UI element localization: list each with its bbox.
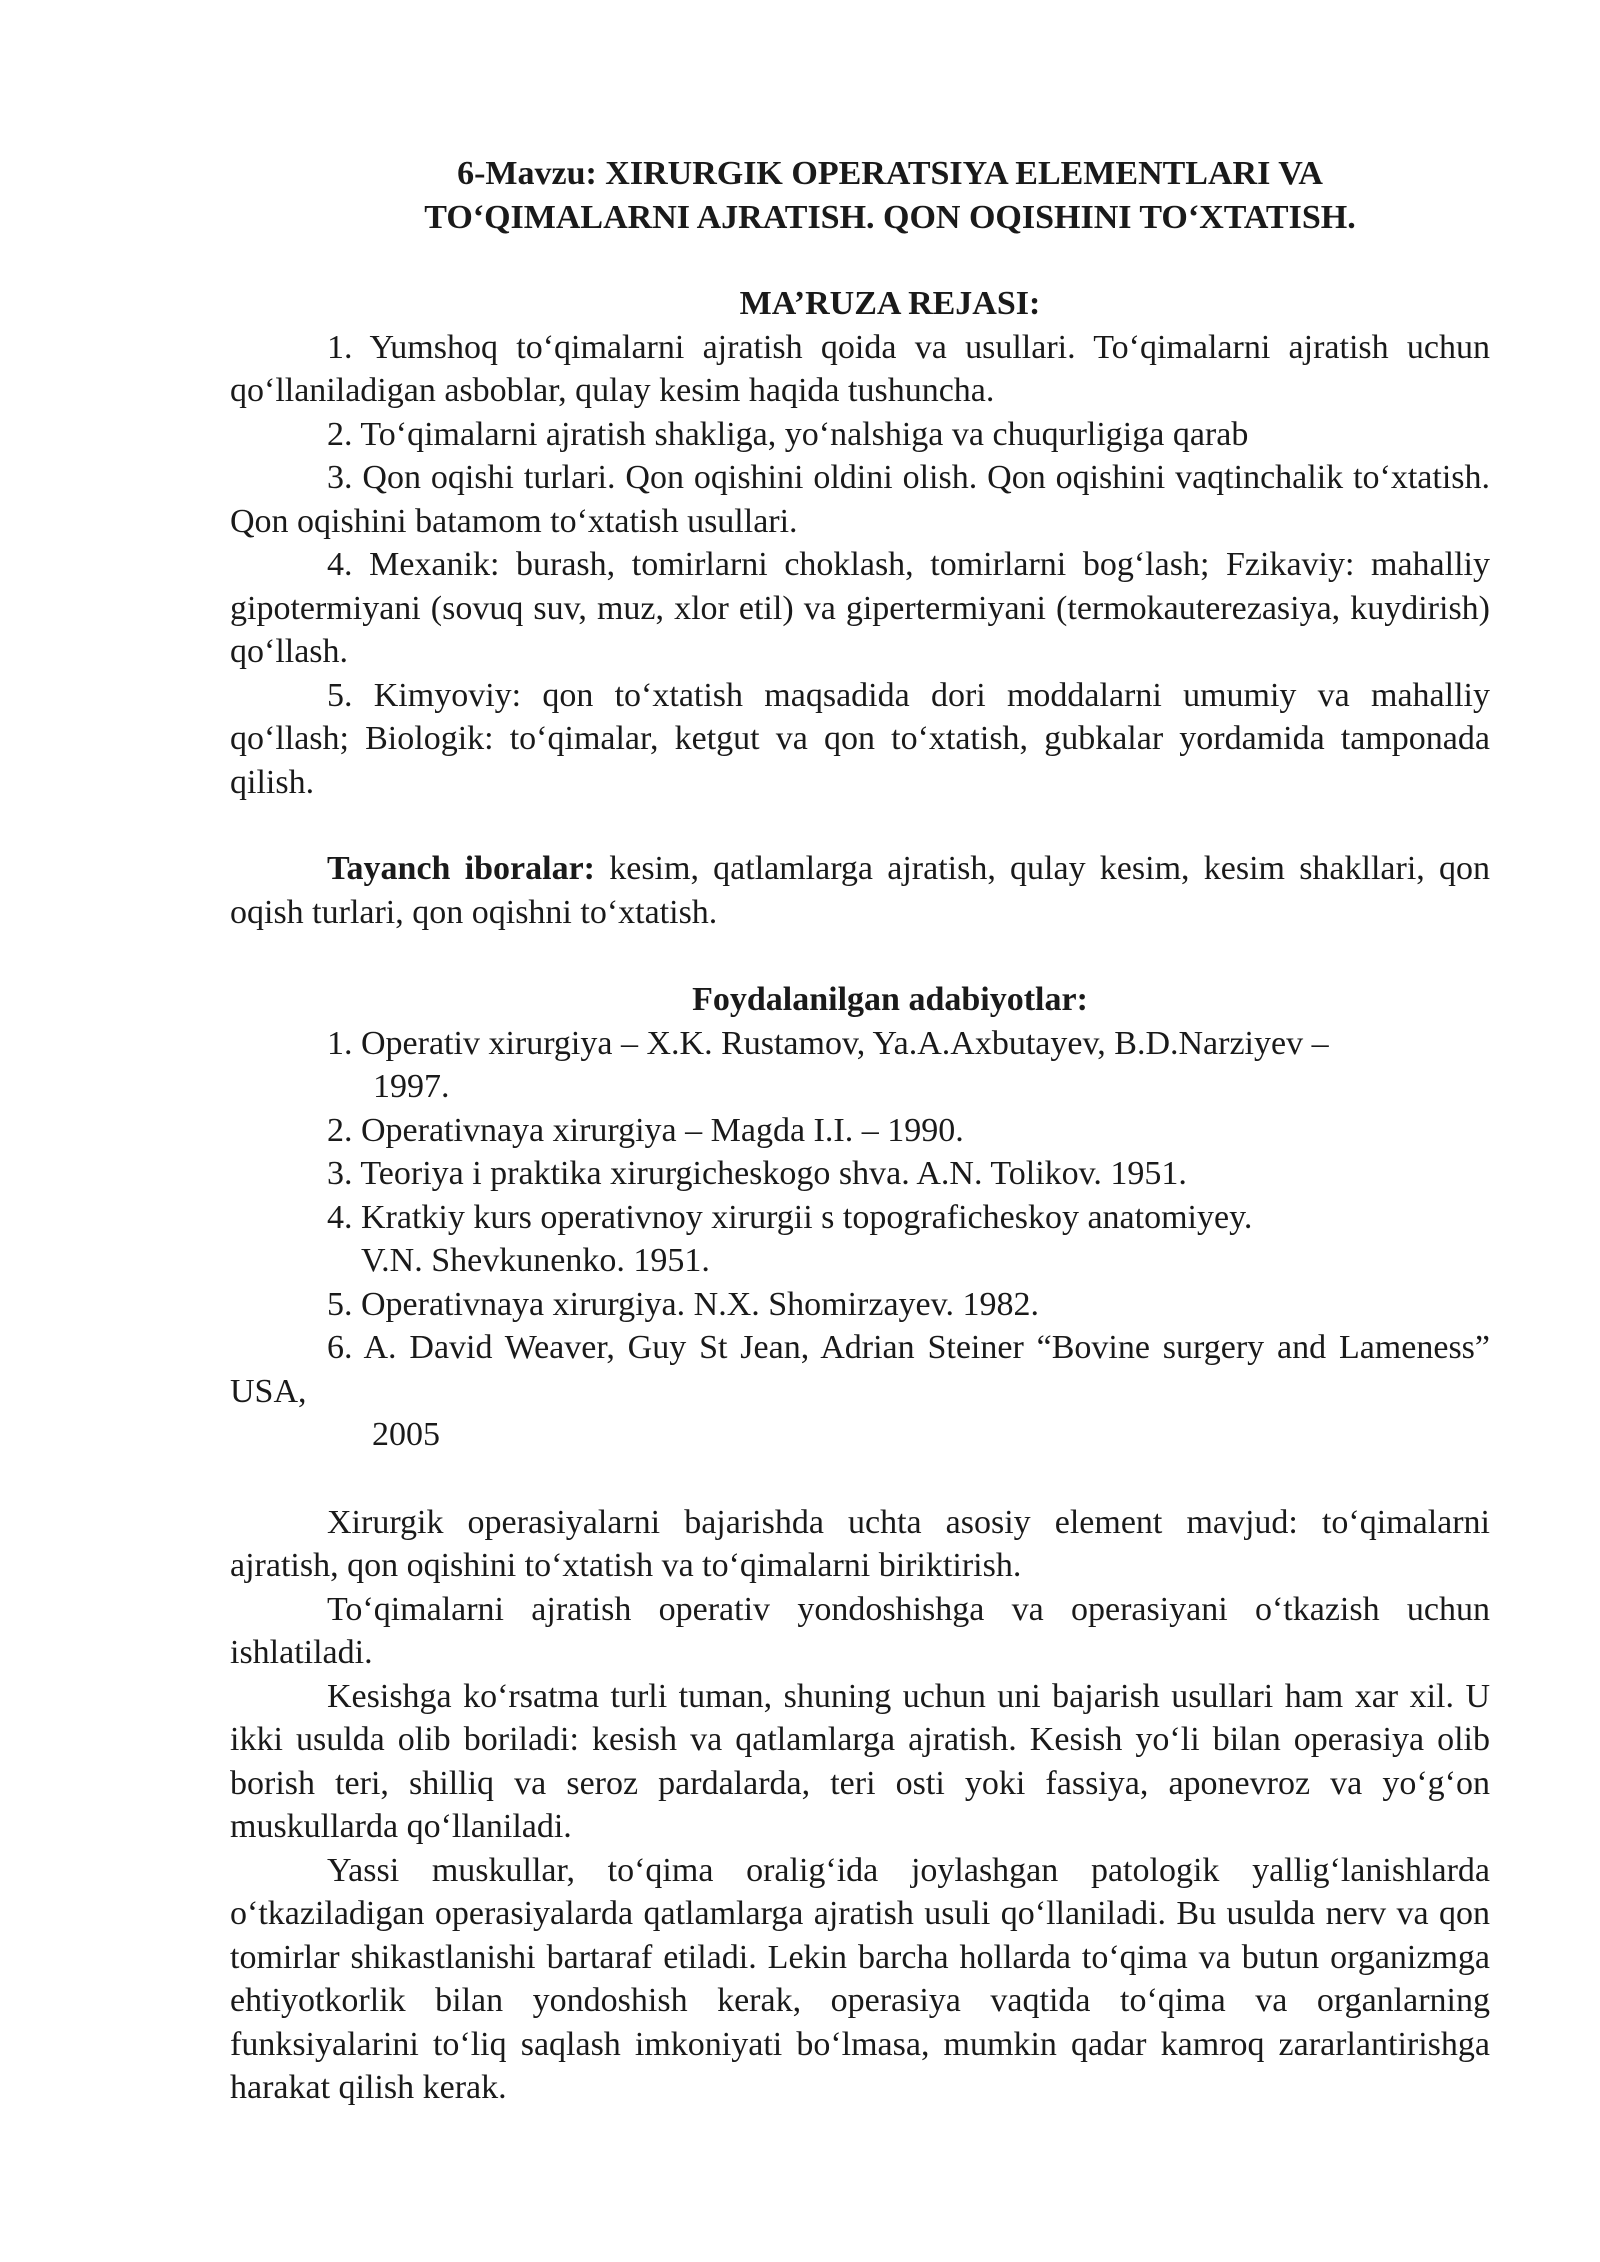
references-heading: Foydalanilgan adabiyotlar: — [692, 981, 1088, 1018]
body-paragraph: Kesishga ko‘rsatma turli tuman, shuning uchun uni bajarish usullari ham xar xil. U ikki usulda olib boriladi: kesish va qatlamlarga ajratish. Kesish yo‘li bilan operasiya olib borish teri, shilliq va seroz pardalarda, teri osti yoki fassiya, aponevroz va yo‘g‘on muskullarda qo‘llaniladi. — [230, 1677, 1490, 1845]
body-paragraph: Yassi muskullar, to‘qima oralig‘ida joylashgan patologik yallig‘lanishlarda o‘tkaziladigan operasiyalarda qatlamlarga ajratish usuli qo‘llaniladi. Bu usulda nerv va qon tomirlar shikastlanishi bartaraf etiladi. Lekin barcha hollarda to‘qima va butun organizmga ehtiyotkorlik bilan yondoshish kerak, operasiya vaqtida to‘qima va organlarning funksiyalarini to‘liq saqlash imkoniyati bo‘lmasa, mumkin qadar kamroq zararlantirishga harakat qilish kerak. — [230, 1851, 1490, 2106]
lecture-plan-list — [230, 326, 1490, 805]
body-paragraph: To‘qimalarni ajratish operativ yondoshishga va operasiyani o‘tkazish uchun ishlatiladi. — [230, 1590, 1490, 1671]
reference-1-line-2: 1997. — [373, 1068, 450, 1105]
plan-item: 1. Yumshoq to‘qimalarni ajratish qoida va usullari. To‘qimalarni ajratish uchun qo‘llaniladigan asboblar, qulay kesim haqida tushuncha. — [230, 328, 1490, 409]
references-list — [230, 1022, 1490, 1457]
body-paragraph: Xirurgik operasiyalarni bajarishda uchta asosiy element mavjud: to‘qimalarni ajratish, qon oqishini to‘xtatish va to‘qimalarni biriktirish. — [230, 1503, 1490, 1584]
document-page — [230, 152, 1490, 2110]
keywords-label: Tayanch iboralar: — [327, 850, 595, 887]
reference-1-line-1: 1. Operativ xirurgiya – X.K. Rustamov, Ya.A.Axbutayev, B.D.Narziyev – — [327, 1024, 1329, 1062]
body-text — [230, 1501, 1490, 2110]
reference-6-year: 2005 — [372, 1416, 440, 1453]
title-line-1: 6-Mavzu: XIRURGIK OPERATSIYA ELEMENTLARI VA — [457, 155, 1323, 192]
reference-item: 3. Teoriya i praktika xirurgicheskogo shva. A.N. Tolikov. 1951. — [327, 1155, 1187, 1192]
reference-item: 5. Operativnaya xirurgiya. N.X. Shomirzayev. 1982. — [327, 1285, 1039, 1323]
plan-item: 2. To‘qimalarni ajratish shakliga, yo‘nalshiga va chuqurligiga qarab — [327, 415, 1249, 453]
reference-item — [230, 1022, 1490, 1109]
plan-item: 5. Kimyoviy: qon to‘xtatish maqsadida dori moddalarni umumiy va mahalliy qo‘llash; Biologik: to‘qimalar, ketgut va qon to‘xtatish, gubkalar yordamida tamponada qilish. — [230, 676, 1490, 801]
title-line-2: TO‘QIMALARNI AJRATISH. QON OQISHINI TO‘XTATISH. — [424, 198, 1356, 236]
plan-item: 3. Qon oqishi turlari. Qon oqishini oldini olish. Qon oqishini vaqtinchalik to‘xtatish. Qon oqishini batamom to‘xtatish usullari. — [230, 459, 1490, 540]
lecture-plan-heading: MA’RUZA REJASI: — [739, 285, 1041, 322]
reference-4-line-2: V.N. Shevkunenko. 1951. — [361, 1242, 710, 1279]
keywords-paragraph — [230, 847, 1490, 934]
reference-4-line-1: 4. Kratkiy kurs operativnoy xirurgii s topograficheskoy anatomiyey. — [327, 1198, 1253, 1236]
reference-item: 2. Operativnaya xirurgiya – Magda I.I. – 1990. — [327, 1111, 964, 1149]
page-title — [230, 152, 1490, 239]
plan-item: 4. Mexanik: burash, tomirlarni choklash, tomirlarni bog‘lash; Fzikaviy: mahalliy gipotermiyani (sovuq suv, muz, xlor etil) va gipertermiyani (termokauterezasiya, kuydirish) qo‘llash. — [230, 546, 1490, 670]
keywords-text: kesim, qatlamlarga ajratish, qulay kesim, kesim shakllari, qon oqish turlari, qon oqishni to‘xtatish. — [230, 850, 1490, 931]
reference-item — [230, 1196, 1490, 1283]
reference-item: 6. A. David Weaver, Guy St Jean, Adrian Steiner “Bovine surgery and Lameness” USA, — [230, 1329, 1490, 1410]
